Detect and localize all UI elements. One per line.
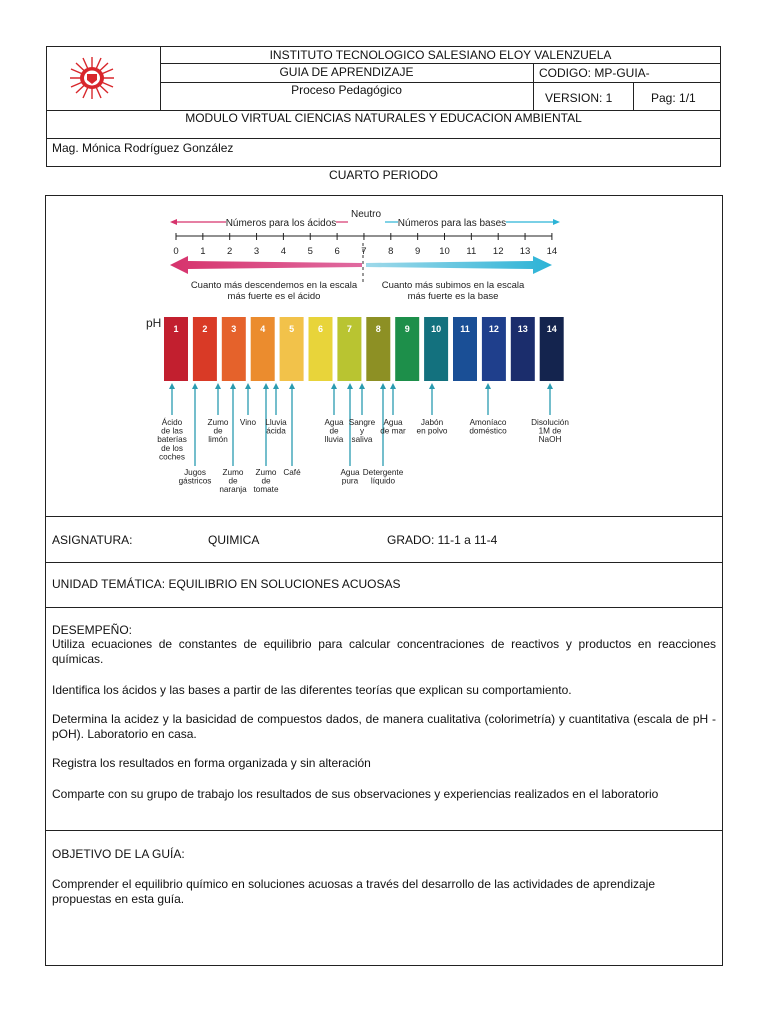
base-numbers-label: Números para las bases: [397, 218, 507, 229]
ph-pointer-head: [380, 383, 386, 389]
objective-title: OBJETIVO DE LA GUÍA:: [52, 847, 185, 861]
ph-example-label: Disolución: [531, 418, 569, 427]
ph-example-label: doméstico: [469, 426, 507, 436]
ph-example-label: NaOH: [538, 435, 562, 445]
ph-example-label: naranja: [219, 485, 247, 495]
scale-number: 9: [415, 246, 421, 257]
ph-cell-number: 4: [260, 324, 266, 334]
teacher-name: Mag. Mónica Rodríguez González: [52, 141, 234, 155]
ph-cell-number: 3: [231, 324, 237, 334]
ph-pointer-head: [192, 383, 198, 389]
ph-example-label: de: [213, 426, 223, 436]
ph-pointer-head: [230, 383, 236, 389]
ph-example-label: baterías: [157, 435, 187, 445]
ph-pointer-head: [273, 383, 279, 389]
grade-value: GRADO: 11-1 a 11-4: [387, 533, 498, 547]
ph-cell-number: 2: [202, 324, 208, 334]
ph-example-label: limón: [208, 435, 228, 445]
ph-example-label: en polvo: [416, 426, 448, 436]
acid-note-line2: más fuerte es el ácido: [227, 291, 321, 302]
ph-cell-number: 8: [375, 324, 381, 334]
ph-example-label: de las: [161, 426, 183, 436]
performance-item-2: Identifica los ácidos y las bases a partir de las diferentes teorías que explican su comportamiento.: [52, 683, 572, 697]
ph-example-label: Zumo: [207, 418, 229, 427]
ph-cell-number: 5: [289, 324, 295, 334]
neutral-label: Neutro: [350, 209, 382, 220]
ph-example-label: coches: [159, 452, 185, 462]
ph-cell-number: 10: [431, 324, 442, 334]
page-number: Pag: 1/1: [651, 91, 696, 105]
objective-text: Comprender el equilibrio químico en soluciones acuosas a través del desarrollo de las actividades de aprendizaje propuestas en esta guía.: [52, 877, 656, 906]
ph-pointer-head: [245, 383, 251, 389]
scale-number: 14: [546, 246, 558, 257]
ph-pointer-head: [289, 383, 295, 389]
ph-example-label: de: [329, 426, 339, 436]
ph-pointer-head: [347, 383, 353, 389]
ph-example-label: ácida: [266, 426, 286, 436]
ph-cell-number: 6: [317, 324, 324, 334]
ph-example-label: Agua: [383, 418, 403, 427]
scale-number: 8: [388, 246, 394, 257]
ph-example-label: Sangre: [348, 418, 376, 427]
ph-example-label: y: [359, 426, 365, 436]
ph-pointer-head: [169, 383, 175, 389]
document-code: CODIGO: MP-GUIA-: [539, 66, 650, 80]
ph-example-label: Detergente: [362, 468, 404, 477]
performance-title: DESEMPEÑO:: [52, 623, 133, 637]
performance-item-3: Determina la acidez y la basicidad de compuestos dados, de manera cualitativa (colorimetría) y cuantitativa (escala de pH - pOH). Laboratorio en casa.: [52, 712, 716, 741]
period-title: CUARTO PERIODO: [329, 168, 438, 182]
ph-cell-number: 7: [346, 324, 352, 334]
ph-example-label: lluvia: [324, 435, 344, 445]
ph-example-label: Agua: [324, 418, 344, 427]
ph-cell-number: 11: [460, 324, 470, 334]
scale-number: 2: [227, 246, 233, 257]
ph-pointer-head: [263, 383, 269, 389]
ph-pointer-head: [359, 383, 365, 389]
ph-cell-number: 9: [404, 324, 410, 334]
scale-number: 12: [492, 246, 504, 257]
ph-example-label: de: [261, 476, 271, 486]
ph-example-label: Agua: [340, 468, 360, 477]
ph-pointer-head: [429, 383, 435, 389]
ph-pointer-head: [215, 383, 221, 389]
base-note-line2: más fuerte es la base: [407, 291, 499, 302]
scale-number: 0: [173, 246, 179, 257]
acid-numbers-label: Números para los ácidos: [225, 218, 337, 229]
scale-number: 3: [253, 246, 260, 257]
scale-number: 5: [307, 246, 313, 257]
version-label: VERSION: 1: [545, 91, 613, 105]
ph-cell-number: 1: [173, 324, 179, 334]
ph-example-label: de: [228, 476, 238, 486]
base-note-line1: Cuanto más subimos en la escala: [381, 280, 525, 291]
scale-number: 10: [439, 246, 450, 257]
ph-pointer-head: [485, 383, 491, 389]
school-seal-icon: [66, 55, 118, 101]
ph-pointer-head: [547, 383, 553, 389]
subject-value: QUIMICA: [208, 533, 260, 547]
ph-label: pH: [146, 316, 162, 330]
ph-scale-figure: [140, 203, 570, 503]
ph-example-label: Amoníaco: [469, 418, 507, 427]
ph-example-label: Lluvia: [265, 418, 287, 427]
performance-item-1: Utiliza ecuaciones de constantes de equilibrio para calcular concentraciones de reactivos y productos en reacciones químicas.: [52, 637, 716, 666]
ph-example-label: saliva: [351, 435, 373, 445]
ph-cell-number: 12: [488, 324, 499, 334]
ph-example-label: de mar: [380, 426, 406, 436]
guide-title: GUIA DE APRENDIZAJE: [279, 65, 414, 79]
ph-example-label: pura: [341, 476, 359, 486]
ph-example-label: 1M de: [538, 426, 562, 436]
ph-example-label: Jugos: [184, 468, 206, 477]
ph-example-label: Zumo: [255, 468, 277, 477]
ph-example-label: tomate: [253, 485, 279, 495]
ph-cell-number: 14: [546, 324, 557, 334]
ph-example-label: Café: [283, 468, 301, 477]
scale-number: 7: [361, 246, 367, 257]
ph-example-label: gástricos: [178, 476, 212, 486]
module-title: MODULO VIRTUAL CIENCIAS NATURALES Y EDUCACION AMBIENTAL: [185, 111, 582, 125]
performance-item-4: Registra los resultados en forma organizada y sin alteración: [52, 756, 371, 770]
scale-number: 13: [519, 246, 531, 257]
scale-number: 6: [334, 246, 340, 257]
ph-example-label: Vino: [239, 418, 257, 427]
scale-number: 1: [200, 246, 206, 257]
scale-number: 4: [280, 246, 287, 257]
acid-note-line1: Cuanto más descendemos en la escala: [190, 280, 358, 291]
ph-pointer-head: [390, 383, 396, 389]
ph-example-label: de los: [161, 443, 183, 453]
thematic-unit: UNIDAD TEMÁTICA: EQUILIBRIO EN SOLUCIONES ACUOSAS: [52, 577, 401, 591]
subject-label: ASIGNATURA:: [52, 533, 133, 547]
institution-name: INSTITUTO TECNOLOGICO SALESIANO ELOY VALENZUELA: [269, 48, 612, 62]
ph-example-label: líquido: [370, 476, 396, 486]
ph-example-label: Jabón: [420, 418, 444, 427]
ph-cell-number: 13: [517, 324, 528, 334]
ph-pointer-head: [331, 383, 337, 389]
performance-item-5: Comparte con su grupo de trabajo los resultados de sus observaciones y experiencias realizados en el laboratorio: [52, 787, 659, 801]
ph-example-label: Ácido: [161, 418, 183, 427]
process-label: Proceso Pedagógico: [291, 83, 402, 97]
scale-number: 11: [466, 246, 477, 257]
ph-example-label: Zumo: [222, 468, 244, 477]
